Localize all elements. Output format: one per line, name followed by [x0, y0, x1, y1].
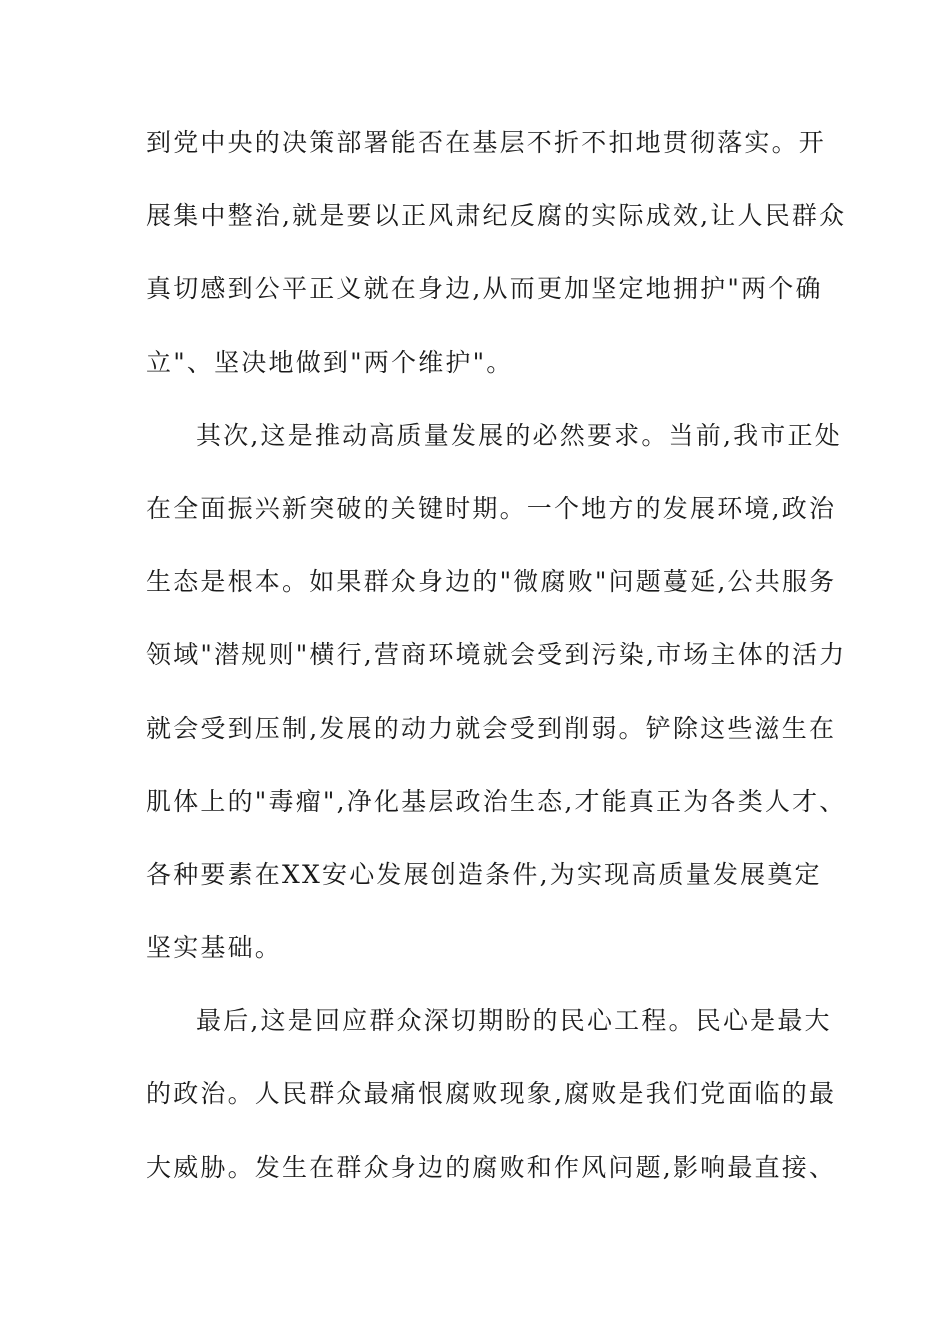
body-text	[146, 113, 847, 1211]
text-line: 就会受到压制,发展的动力就会受到削弱。铲除这些滋生在	[146, 713, 837, 743]
text-line: 坚实基础。	[146, 933, 283, 963]
text-line: 真切感到公平正义就在身边,从而更加坚定地拥护"两个确	[146, 274, 823, 304]
text-line: 展集中整治,就是要以正风肃纪反腐的实际成效,让人民群众	[146, 201, 847, 231]
text-line: 领域"潜规则"横行,营商环境就会受到污染,市场主体的活力	[146, 640, 847, 670]
text-line: 肌体上的"毒瘤",净化基层政治生态,才能真正为各类人才、	[146, 786, 847, 816]
text-line: 立"、坚决地做到"两个维护"。	[146, 347, 514, 377]
text-line: 到党中央的决策部署能否在基层不折不扣地贯彻落实。开	[146, 128, 827, 157]
text-line: 各种要素在XX安心发展创造条件,为实现高质量发展奠定	[146, 859, 822, 889]
text-line: 大威胁。发生在群众身边的腐败和作风问题,影响最直接、	[146, 1152, 837, 1182]
text-line: 生态是根本。如果群众身边的"微腐败"问题蔓延,公共服务	[146, 567, 837, 597]
text-line: 在全面振兴新突破的关键时期。一个地方的发展环境,政治	[146, 493, 837, 523]
text-line: 的政治。人民群众最痛恨腐败现象,腐败是我们党面临的最	[146, 1079, 837, 1109]
paragraph-first-line: 其次,这是推动高质量发展的必然要求。当前,我市正处	[196, 420, 842, 450]
paragraph-first-line: 最后,这是回应群众深切期盼的民心工程。民心是最大	[196, 1006, 832, 1036]
